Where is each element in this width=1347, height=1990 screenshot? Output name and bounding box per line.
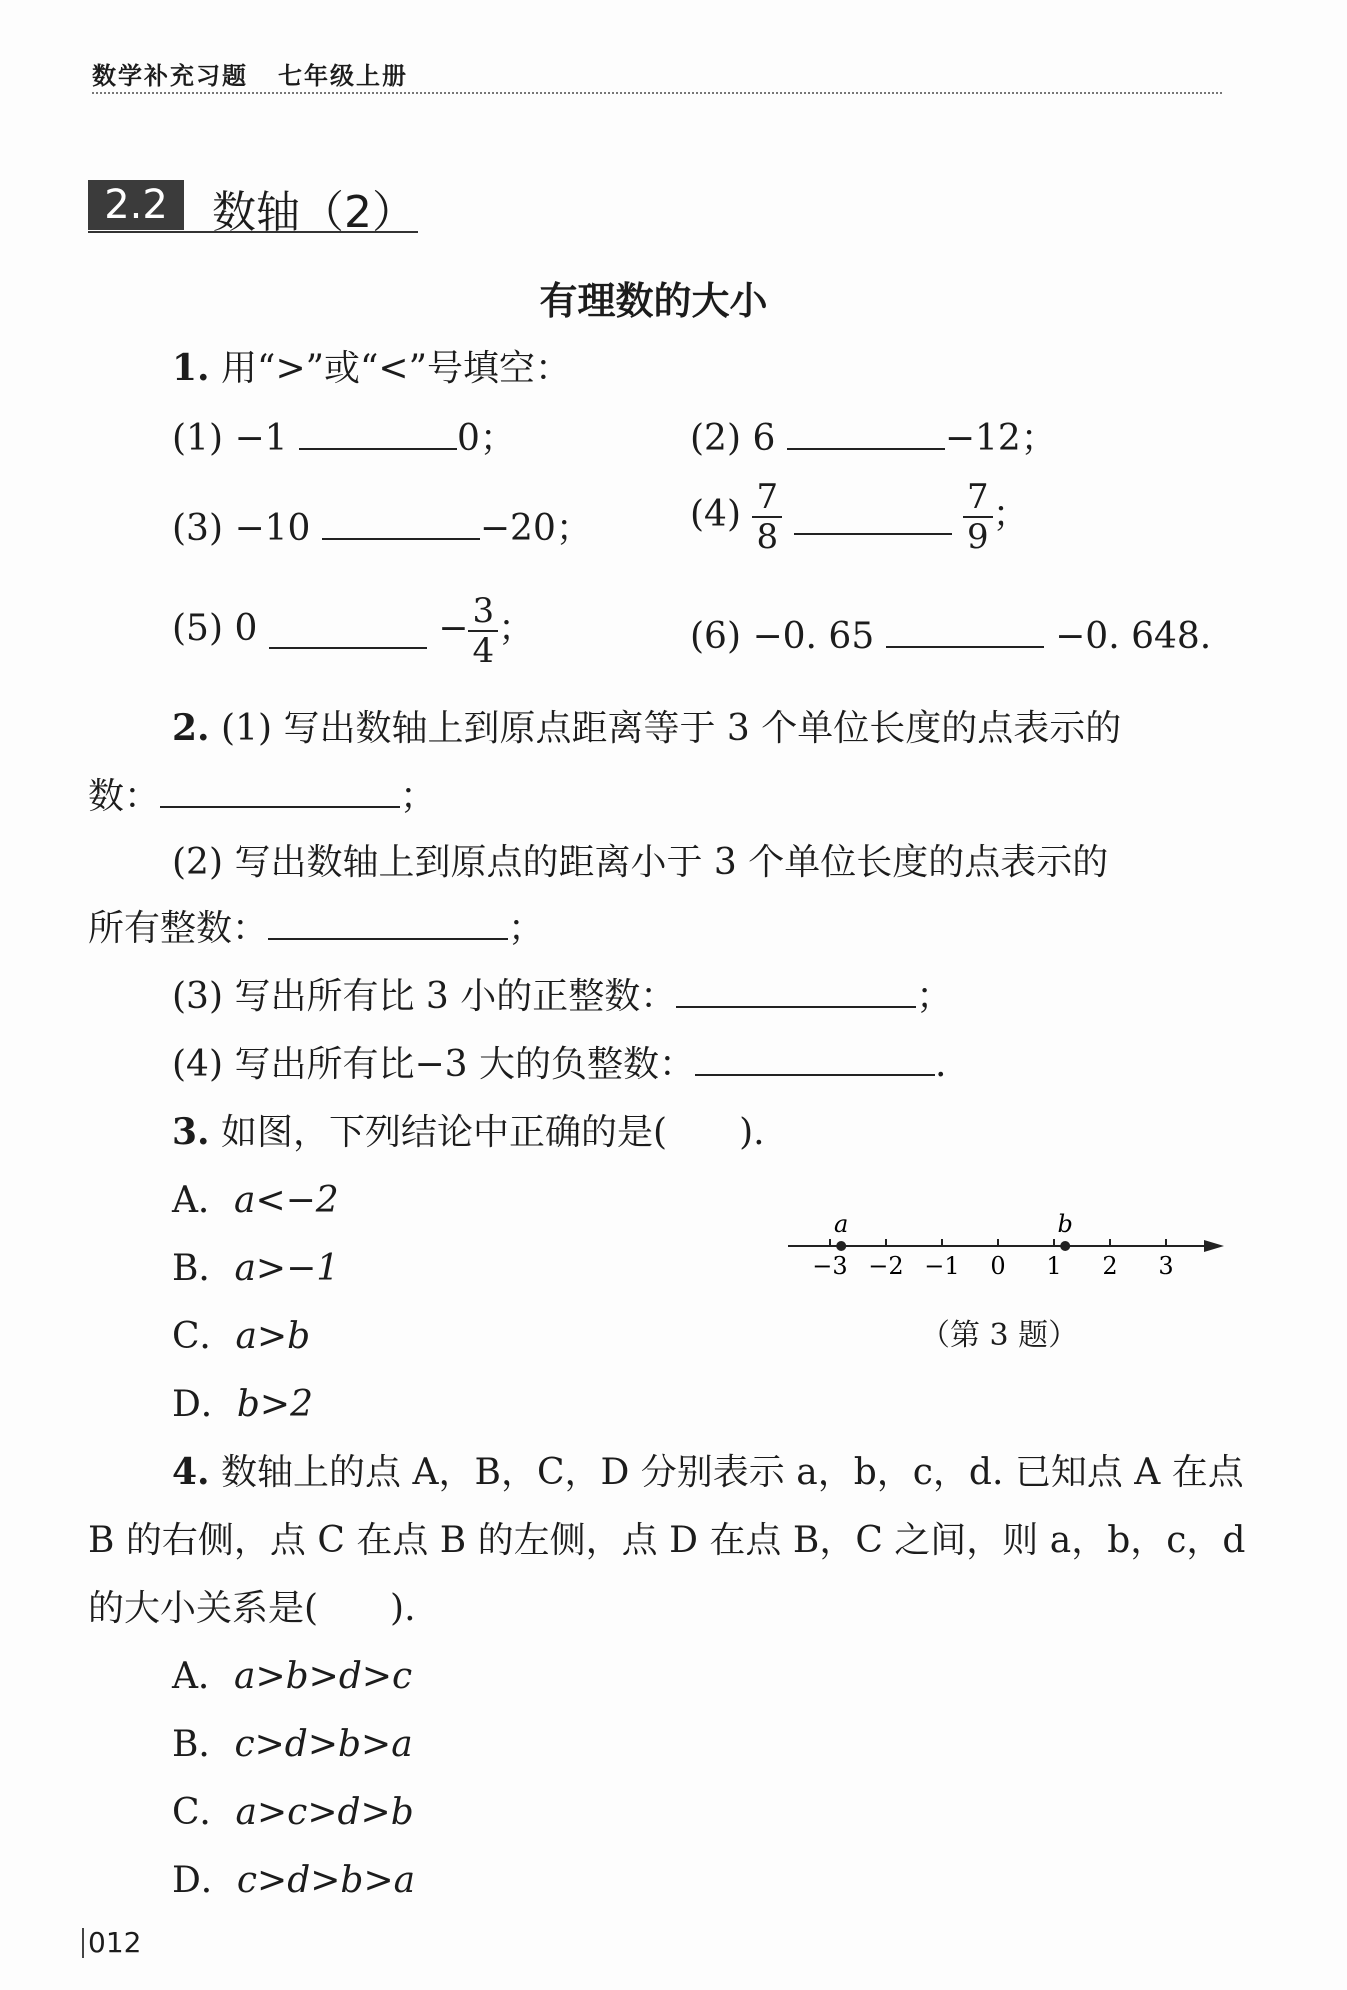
q1-p1-label: (1) — [172, 418, 223, 459]
q2-line2 — [88, 768, 436, 819]
tick-label: 2 — [1102, 1252, 1118, 1280]
q1-p3-right: −20； — [479, 508, 592, 549]
fraction-numerator: 7 — [963, 478, 993, 518]
q1-p3-blank[interactable] — [322, 504, 480, 540]
option-text: a>c>d>b — [235, 1792, 414, 1833]
q1-p2-blank[interactable] — [787, 414, 945, 450]
option-text: c>d>b>a — [234, 1724, 413, 1765]
q1-p5-sign: − — [438, 608, 469, 649]
figure-caption: （第 3 题） — [920, 1318, 1079, 1353]
number-line-figure — [780, 1200, 1240, 1290]
option-letter: C． — [172, 1792, 236, 1833]
q3-text: 如图，下列结论中正确的是( ). — [221, 1112, 765, 1153]
q2-p4-text: (4) 写出所有比−3 大的负整数： — [172, 1044, 695, 1085]
option-text: c>d>b>a — [236, 1860, 416, 1901]
option-letter: A． — [172, 1180, 234, 1221]
q1-p4-blank[interactable] — [794, 499, 952, 535]
section-underline — [88, 231, 418, 233]
q1-p4-right-fraction — [963, 478, 993, 556]
q2-line6 — [172, 1036, 946, 1087]
point-a-dot — [836, 1241, 846, 1251]
q2-p3-blank[interactable] — [676, 972, 916, 1008]
option-letter: C． — [172, 1316, 236, 1357]
q1-p6-label: (6) — [690, 616, 741, 657]
q1-p2-label: (2) — [690, 418, 741, 459]
fraction-denominator: 8 — [756, 517, 779, 557]
q2-line3 — [172, 834, 1108, 885]
q1-p4-left-fraction — [752, 478, 782, 556]
q1-p1-blank[interactable] — [299, 414, 457, 450]
period: . — [934, 1044, 947, 1085]
q2-p3-text: (3) 写出所有比 3 小的正整数： — [172, 976, 677, 1017]
q4-text-1: 数轴上的点 A，B，C，D 分别表示 a，b，c，d. 已知点 A 在点 — [221, 1452, 1244, 1493]
tick-label: −1 — [924, 1252, 960, 1280]
q4-line2: B 的右侧，点 C 在点 B 的左侧，点 D 在点 B，C 之间，则 a，b，c，d — [88, 1520, 1246, 1561]
point-b-dot — [1060, 1241, 1070, 1251]
q2-p2-text: (2) 写出数轴上到原点的距离小于 3 个单位长度的点表示的 — [172, 842, 1109, 883]
q1-part4 — [690, 478, 1029, 556]
q3-option-d[interactable] — [172, 1376, 313, 1427]
option-text: a<−2 — [234, 1180, 339, 1221]
q4-line1 — [172, 1444, 1244, 1495]
q4-option-b[interactable] — [172, 1716, 413, 1767]
option-text: a>b>d>c — [234, 1656, 413, 1697]
q2-line1 — [172, 700, 1121, 751]
q3-prompt — [172, 1104, 765, 1155]
semicolon: ； — [400, 776, 437, 817]
q1-p2-left: 6 — [752, 418, 776, 459]
option-letter: D． — [172, 1384, 237, 1425]
fraction-denominator: 9 — [967, 517, 989, 557]
tick-label: −3 — [812, 1252, 848, 1280]
q1-p4-end: ； — [992, 494, 1029, 535]
q1-part2 — [690, 410, 1057, 461]
q2-line4 — [88, 900, 544, 951]
section-number: 2.2 — [88, 180, 184, 230]
q1-p5-fraction — [468, 592, 498, 670]
option-letter: D． — [172, 1860, 237, 1901]
book-title: 数学补充习题 — [92, 62, 248, 90]
q4-option-c[interactable] — [172, 1784, 414, 1835]
q4-option-d[interactable] — [172, 1852, 415, 1903]
fraction-denominator: 4 — [472, 631, 495, 671]
q1-p4-label: (4) — [690, 494, 741, 535]
q1-p3-label: (3) — [172, 508, 223, 549]
q1-p3-left: −10 — [234, 508, 311, 549]
semicolon: ； — [508, 908, 545, 949]
book-volume: 七年级上册 — [278, 62, 408, 90]
option-text: a>b — [235, 1316, 311, 1357]
subtitle: 有理数的大小 — [539, 279, 768, 323]
q2-p2-blank[interactable] — [268, 904, 508, 940]
q4-number: 4. — [172, 1451, 210, 1493]
q2-p2-cont: 所有整数： — [88, 908, 269, 949]
q2-p4-blank[interactable] — [695, 1040, 935, 1076]
fraction-numerator: 7 — [752, 478, 782, 518]
q1-part1 — [172, 410, 516, 461]
q1-number: 1. — [172, 347, 210, 389]
q1-p5-left: 0 — [234, 608, 258, 649]
tick-label: −2 — [868, 1252, 904, 1280]
running-header — [92, 56, 408, 91]
tick-label: 1 — [1046, 1252, 1062, 1280]
arrow-head-icon — [1204, 1240, 1224, 1252]
q1-p5-end: ； — [498, 608, 535, 649]
semicolon: ； — [916, 976, 953, 1017]
option-letter: B． — [172, 1248, 235, 1289]
option-text: a>−1 — [234, 1248, 340, 1289]
q1-p6-blank[interactable] — [886, 612, 1044, 648]
page-number: 012 — [82, 1928, 141, 1958]
q1-part3 — [172, 500, 592, 551]
q3-option-b[interactable] — [172, 1240, 339, 1291]
tick-label: 3 — [1158, 1252, 1174, 1280]
point-b-label: b — [1057, 1210, 1073, 1238]
q1-p5-blank[interactable] — [269, 613, 427, 649]
q3-option-a[interactable] — [172, 1172, 339, 1223]
fraction-numerator: 3 — [468, 592, 498, 632]
q1-prompt — [172, 340, 571, 391]
q2-number: 2. — [172, 707, 210, 749]
q4-line3: 的大小关系是( ). — [88, 1588, 416, 1629]
q4-option-a[interactable] — [172, 1648, 412, 1699]
option-text: b>2 — [236, 1384, 313, 1425]
q1-p2-right: −12； — [944, 418, 1057, 459]
point-a-label: a — [834, 1210, 849, 1238]
q2-p1-text: (1) 写出数轴上到原点距离等于 3 个单位长度的点表示的 — [221, 708, 1122, 749]
q1-p1-right: 0； — [456, 418, 516, 459]
header-divider — [92, 92, 1222, 94]
q3-number: 3. — [172, 1111, 210, 1153]
q2-p1-cont: 数： — [88, 776, 161, 817]
q1-part5 — [172, 592, 534, 670]
section-title: 数轴（2） — [212, 187, 416, 238]
q1-p6-right: −0. 648. — [1055, 616, 1212, 657]
q2-line5 — [172, 968, 952, 1019]
q3-option-c[interactable] — [172, 1308, 310, 1359]
q2-p1-blank[interactable] — [160, 772, 400, 808]
q1-p5-label: (5) — [172, 608, 223, 649]
option-letter: B． — [172, 1724, 235, 1765]
q1-part6 — [690, 612, 1211, 657]
q1-p6-left: −0. 65 — [752, 616, 875, 657]
q1-text: 用“>”或“<”号填空： — [221, 348, 571, 389]
tick-label: 0 — [990, 1252, 1006, 1280]
option-letter: A． — [172, 1656, 234, 1697]
q1-p1-left: −1 — [234, 418, 288, 459]
